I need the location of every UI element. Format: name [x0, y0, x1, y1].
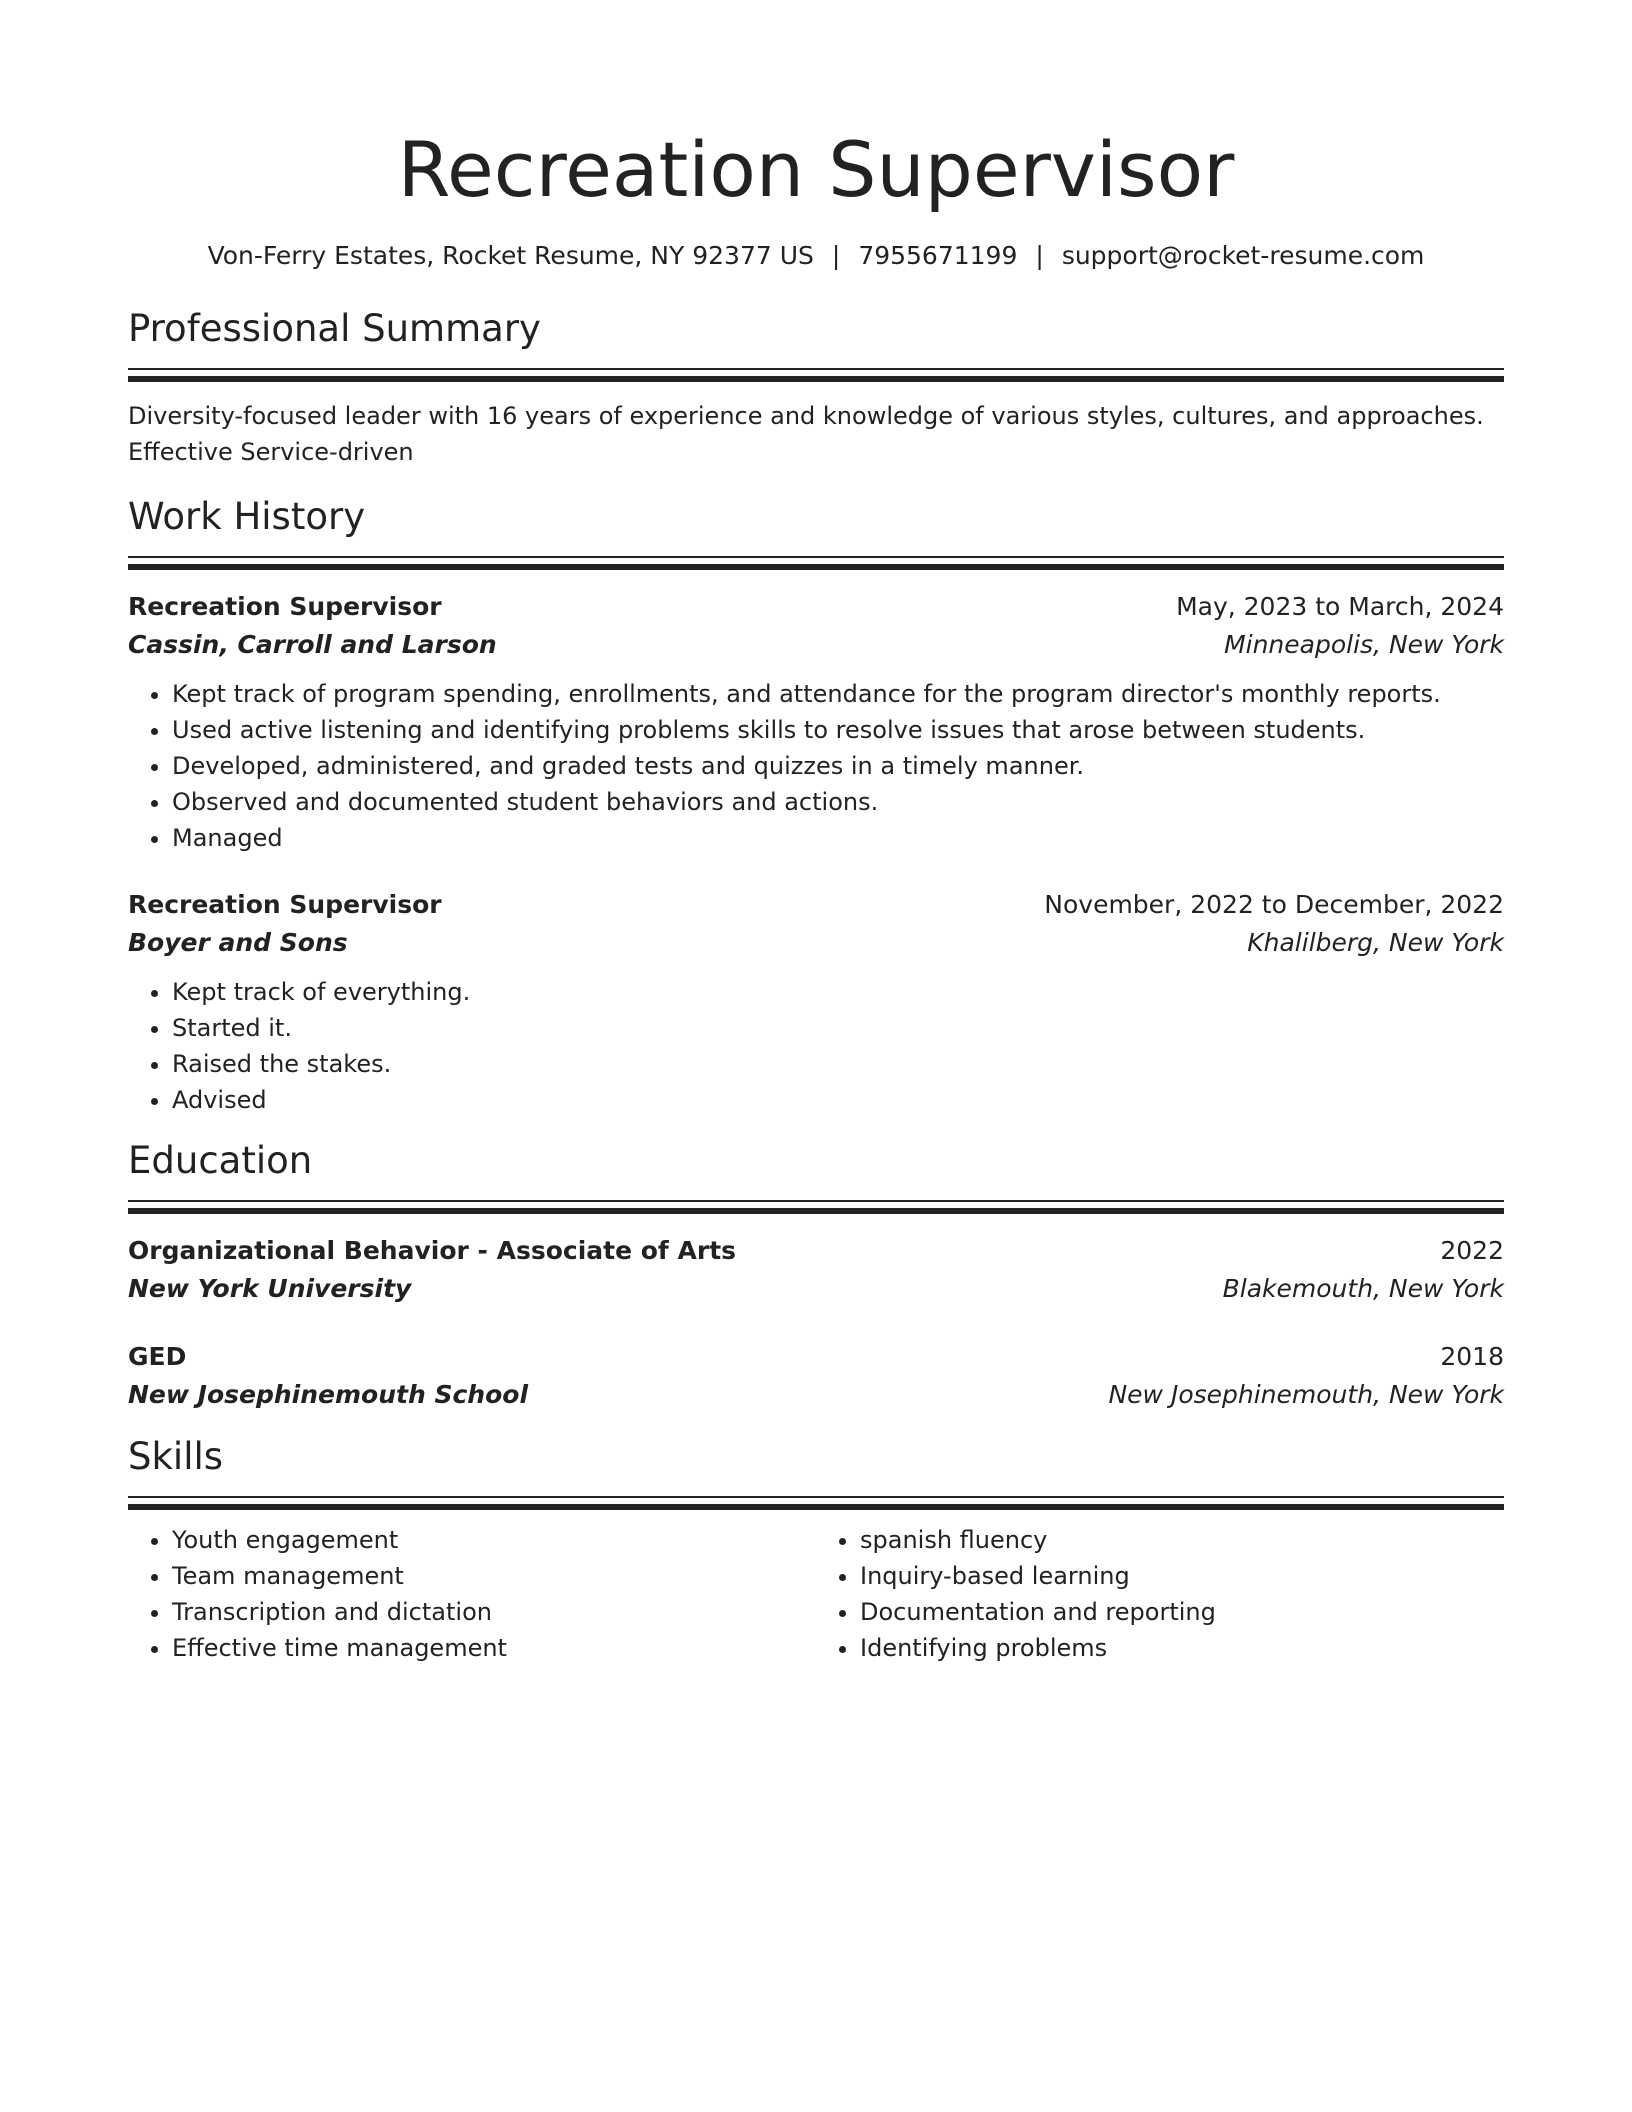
education-entry-header: [128, 1232, 1504, 1270]
section-divider: [128, 556, 1504, 558]
job-location: Khalilberg, New York: [1247, 928, 1504, 957]
contact-separator: |: [1035, 241, 1044, 270]
list-item: • Identifying problems: [860, 1630, 1504, 1666]
degree-name: GED: [128, 1342, 187, 1371]
list-item: • Started it.: [172, 1010, 1504, 1046]
summary-text: [128, 398, 1504, 470]
section-heading-summary: Professional Summary: [128, 307, 541, 350]
contact-phone: 7955671199: [858, 241, 1018, 270]
school-name: New Josephinemouth School: [128, 1380, 529, 1409]
education-entry-subheader: [128, 1376, 1504, 1414]
resume-content: [128, 118, 1504, 1666]
list-item: • Youth engagement: [172, 1522, 816, 1558]
skills-list: [128, 1522, 816, 1666]
section-divider-thick: [128, 376, 1504, 382]
list-item: • Raised the stakes.: [172, 1046, 1504, 1082]
job-title: Recreation Supervisor: [128, 890, 442, 919]
education-section: [128, 1136, 1504, 1414]
skills-section: [128, 1432, 1504, 1666]
work-entry-subheader: [128, 626, 1504, 664]
list-item: • Transcription and dictation: [172, 1594, 816, 1630]
resume-title: Recreation Supervisor: [397, 125, 1235, 214]
graduation-year: 2018: [1440, 1342, 1504, 1371]
skills-column-right: [816, 1522, 1504, 1666]
list-item: • Kept track of everything.: [172, 974, 1504, 1010]
contact-separator: |: [831, 241, 841, 270]
school-location: Blakemouth, New York: [1222, 1274, 1504, 1303]
company-name: Boyer and Sons: [128, 928, 348, 957]
job-bullets: [128, 676, 1504, 856]
work-entry-header: [128, 588, 1504, 626]
education-entry-header: [128, 1338, 1504, 1376]
education-entry-subheader: [128, 1270, 1504, 1308]
school-location: New Josephinemouth, New York: [1108, 1380, 1504, 1409]
list-item: • Managed: [172, 820, 1504, 856]
graduation-year: 2022: [1440, 1236, 1504, 1265]
list-item: • Inquiry-based learning: [860, 1558, 1504, 1594]
list-item: • Used active listening and identifying problems skills to resolve issues that arose between students.: [172, 712, 1504, 748]
section-divider-thick: [128, 564, 1504, 570]
summary-line: Diversity-focused leader with 16 years of experience and knowledge of various styles, cultures, and approaches.: [128, 402, 1484, 430]
skills-columns: [128, 1522, 1504, 1666]
list-item: • Developed, administered, and graded tests and quizzes in a timely manner.: [172, 748, 1504, 784]
summary-section: [128, 304, 1504, 470]
summary-line: Effective Service-driven: [128, 438, 414, 466]
education-entry: [128, 1232, 1504, 1308]
job-dates: May, 2023 to March, 2024: [1176, 592, 1504, 621]
section-divider-thick: [128, 1208, 1504, 1214]
work-history-section: [128, 492, 1504, 1118]
work-entry: [128, 588, 1504, 856]
contact-line: [128, 238, 1504, 274]
list-item: • Team management: [172, 1558, 816, 1594]
work-entry: [128, 886, 1504, 1118]
job-location: Minneapolis, New York: [1224, 630, 1504, 659]
degree-name: Organizational Behavior - Associate of Arts: [128, 1236, 737, 1265]
list-item: • Advised: [172, 1082, 1504, 1118]
list-item: • Kept track of program spending, enrollments, and attendance for the program director's monthly reports.: [172, 676, 1504, 712]
job-title: Recreation Supervisor: [128, 592, 442, 621]
list-item: • Observed and documented student behaviors and actions.: [172, 784, 1504, 820]
list-item: • Documentation and reporting: [860, 1594, 1504, 1630]
education-entry: [128, 1338, 1504, 1414]
section-divider: [128, 1496, 1504, 1498]
section-divider: [128, 368, 1504, 370]
contact-address: Von-Ferry Estates, Rocket Resume, NY 92377 US: [207, 241, 814, 270]
contact-email: support@rocket-resume.com: [1061, 241, 1425, 270]
skills-list: [816, 1522, 1504, 1666]
section-heading-education: Education: [128, 1139, 313, 1182]
job-bullets: [128, 974, 1504, 1118]
work-entry-subheader: [128, 924, 1504, 962]
section-divider-thick: [128, 1504, 1504, 1510]
section-heading-skills: Skills: [128, 1435, 224, 1478]
list-item: • Effective time management: [172, 1630, 816, 1666]
company-name: Cassin, Carroll and Larson: [128, 630, 497, 659]
school-name: New York University: [128, 1274, 412, 1303]
section-heading-work: Work History: [128, 495, 366, 538]
job-dates: November, 2022 to December, 2022: [1044, 890, 1504, 919]
section-divider: [128, 1200, 1504, 1202]
list-item: • spanish fluency: [860, 1522, 1504, 1558]
work-entry-header: [128, 886, 1504, 924]
skills-column-left: [128, 1522, 816, 1666]
